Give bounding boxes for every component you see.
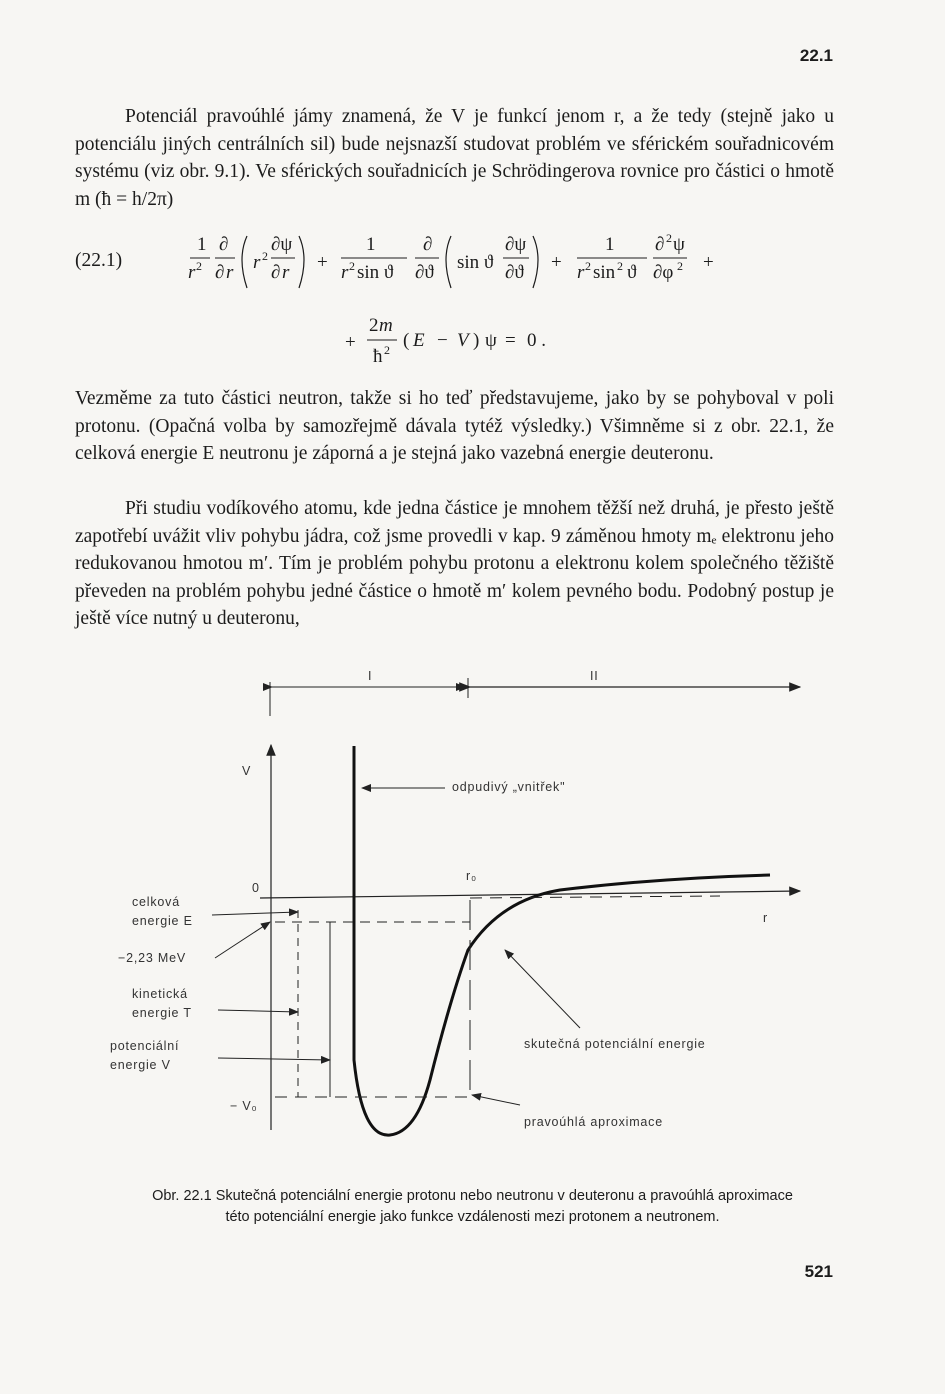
- svg-text:+: +: [551, 252, 562, 273]
- label-pravouhla: pravoúhlá aproximace: [524, 1115, 663, 1129]
- section-number: 22.1: [799, 46, 833, 65]
- svg-text:2: 2: [349, 259, 355, 273]
- svg-text:∂φ: ∂φ: [653, 262, 674, 283]
- svg-text:2: 2: [384, 343, 390, 357]
- svg-text:∂ϑ: ∂ϑ: [415, 262, 434, 283]
- svg-text:r: r: [253, 252, 261, 273]
- caption-line-2: této potenciální energie jako funkce vzdálenosti mezi protonem a neutronem.: [225, 1209, 720, 1225]
- equation-label: (22.1): [75, 250, 123, 271]
- svg-text:2: 2: [262, 249, 268, 263]
- schrodinger-equation: [185, 228, 745, 378]
- svg-text:∂: ∂: [271, 262, 281, 283]
- figure-caption: [75, 1186, 870, 1228]
- label-potencialni-1: potenciální: [110, 1039, 180, 1053]
- svg-text:ϑ: ϑ: [627, 262, 637, 283]
- equation-render: [185, 228, 745, 378]
- svg-text:ψ: ψ: [673, 234, 685, 255]
- svg-text:0 .: 0 .: [527, 330, 546, 351]
- svg-text:∂: ∂: [423, 234, 433, 255]
- svg-text:∂ψ: ∂ψ: [505, 234, 527, 255]
- svg-text:1: 1: [605, 234, 615, 255]
- rect-approx-top: [470, 896, 720, 898]
- real-potential-curve: [354, 746, 770, 1135]
- label-v-axis: V: [242, 764, 252, 778]
- svg-text:∂: ∂: [655, 234, 665, 255]
- svg-text:r: r: [341, 262, 349, 283]
- svg-text:+: +: [317, 252, 328, 273]
- caption-line-1: Obr. 22.1 Skutečná potenciální energie protonu nebo neutronu v deuteronu a pravoúhlá aproximace: [152, 1188, 793, 1204]
- label-celkova-2: energie E: [132, 914, 193, 928]
- svg-text:1: 1: [366, 234, 376, 255]
- svg-text:2: 2: [585, 259, 591, 273]
- svg-text:): ): [473, 330, 480, 351]
- svg-text:2: 2: [677, 259, 683, 273]
- svg-text:r: r: [188, 262, 196, 283]
- svg-text:∂: ∂: [215, 262, 225, 283]
- svg-text:+: +: [703, 252, 714, 273]
- label-odpudivy: odpudivý „vnitřek": [452, 780, 566, 794]
- svg-text:ψ: ψ: [485, 330, 497, 351]
- label-potencialni-2: energie V: [110, 1058, 171, 1072]
- svg-text:(: (: [403, 330, 410, 351]
- label-r-axis: r: [763, 911, 768, 925]
- svg-text:ħ: ħ: [373, 346, 383, 367]
- svg-text:sin ϑ: sin ϑ: [357, 262, 394, 283]
- label-skutecna: skutečná potenciální energie: [524, 1037, 706, 1051]
- paragraph-2: Vezměme za tuto částici neutron, takže si ho teď představujeme, jako by se pohyboval v poli protonu. (Opačná volba by samozřejmě dávala tytéž výsledky.) Všimněme si z obr. 22.1, že celková energie E neutronu je záporná a je stejná jako vazebná energie deuteronu.: [75, 388, 834, 464]
- svg-text:∂: ∂: [219, 234, 229, 255]
- svg-text:2: 2: [196, 259, 202, 273]
- label-r0: r₀: [466, 869, 477, 883]
- svg-text:sin ϑ: sin ϑ: [457, 252, 494, 273]
- label-zero: 0: [252, 881, 260, 895]
- svg-text:+: +: [345, 332, 356, 353]
- svg-text:r: r: [577, 262, 585, 283]
- svg-text:−: −: [437, 330, 448, 351]
- potential-well-diagram: [100, 660, 820, 1170]
- paragraph-1: Potenciál pravoúhlé jámy znamená, že V je funkcí jenom r, a že tedy (stejně jako u potenciálu jiných centrálních sil) bude nejsnazší studovat problém ve sférickém souřadnicovém systému (viz obr. 9.1). Ve sférických souřadnicích je Schrödingerova rovnice pro částici o hmotě m (ħ = h/2π): [75, 106, 834, 210]
- label-v0: − V₀: [230, 1099, 258, 1113]
- label-celkova-1: celková: [132, 895, 180, 909]
- svg-text:V: V: [457, 330, 469, 351]
- label-kineticka-1: kinetická: [132, 987, 188, 1001]
- svg-text:=: =: [505, 330, 516, 351]
- page-number: 521: [804, 1262, 833, 1281]
- svg-text:sin: sin: [593, 262, 616, 283]
- svg-text:∂ψ: ∂ψ: [271, 234, 293, 255]
- paragraph-3: Při studiu vodíkového atomu, kde jedna částice je mnohem těžší než druhá, je přesto ještě zapotřebí uvážit vliv pohybu jádra, což jsme provedli v kap. 9 záměnou hmoty mₑ elektronu jeho redukovanou hmotou m′. Tím je problém pohybu protonu a elektronu kolem společného těžiště převeden na problém pohybu jedné částice o hmotě m′ kolem pevného bodu. Podobný postup je ještě více nutný u deuteronu,: [75, 498, 834, 629]
- label-mev: −2,23 MeV: [118, 951, 187, 965]
- svg-text:2: 2: [666, 231, 672, 245]
- svg-text:m: m: [379, 315, 393, 336]
- figure-potential-well: [100, 660, 820, 1170]
- label-kineticka-2: energie T: [132, 1006, 192, 1020]
- label-region-ii: II: [590, 669, 599, 683]
- svg-text:r: r: [226, 262, 234, 283]
- label-region-i: I: [368, 669, 373, 683]
- svg-text:∂ϑ: ∂ϑ: [505, 262, 524, 283]
- svg-text:2: 2: [617, 259, 623, 273]
- svg-text:1: 1: [197, 234, 207, 255]
- svg-text:E: E: [413, 330, 425, 351]
- svg-text:r: r: [282, 262, 290, 283]
- svg-text:2: 2: [369, 315, 379, 336]
